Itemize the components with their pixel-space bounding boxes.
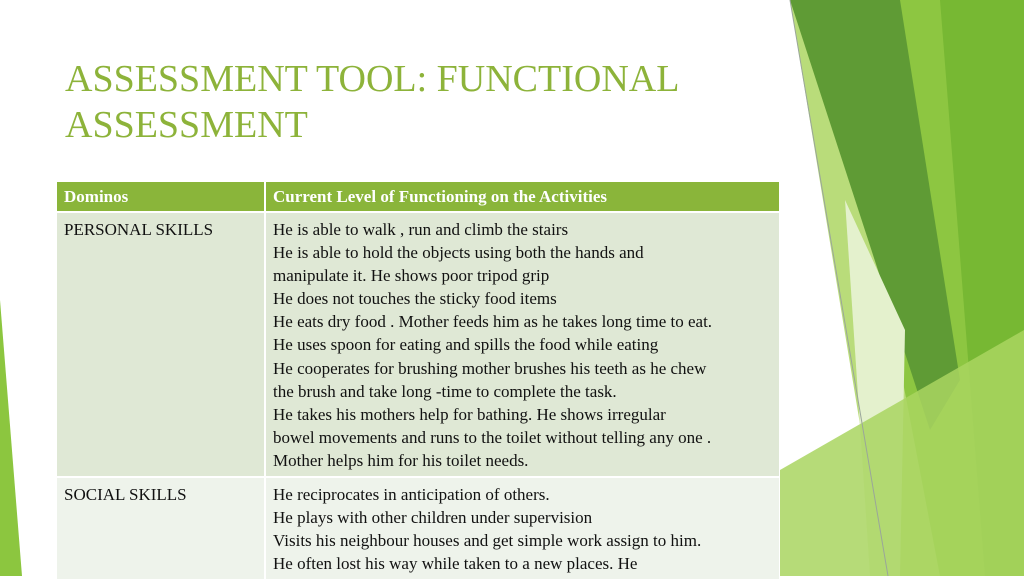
bottom-wedge (780, 330, 1024, 576)
right-dark-band (790, 0, 960, 430)
text-line: Visits his neighbour houses and get simple work assign to him. (273, 531, 702, 551)
right-mid-panel (830, 0, 1024, 576)
assessment-table (57, 182, 779, 579)
header-current-level: Current Level of Functioning on the Activities (265, 182, 779, 212)
title-line-2: ASSESSMENT (65, 104, 308, 146)
domain-cell: SOCIAL SKILLS (57, 477, 265, 579)
left-green-sliver (0, 300, 22, 576)
thin-diagonal-line (790, 0, 888, 576)
right-light-panel (790, 0, 1024, 576)
text-line: bowel movements and runs to the toilet without telling any one . (273, 427, 712, 447)
text-line: manipulate it. He shows poor tripod grip (273, 266, 550, 286)
text-line: Mother helps him for his toilet needs. (273, 450, 529, 470)
text-line: the brush and take long -time to complete the task. (273, 381, 617, 401)
text-line: He does not touches the sticky food items (273, 289, 557, 309)
table-row (57, 212, 779, 477)
text-line: He uses spoon for eating and spills the food while eating (273, 335, 659, 355)
right-pale-band (845, 200, 905, 576)
functioning-cell (265, 212, 779, 477)
table-header-row (57, 182, 779, 212)
right-bright-band (940, 0, 1024, 576)
domain-cell: PERSONAL SKILLS (57, 212, 265, 477)
text-line: He often lost his way while taken to a new places. He (273, 554, 638, 574)
text-line: He eats dry food . Mother feeds him as he takes long time to eat. (273, 312, 713, 332)
slide-title (65, 56, 765, 148)
functioning-cell (265, 477, 779, 579)
header-dominos: Dominos (57, 182, 265, 212)
text-line: He plays with other children under supervision (273, 508, 593, 528)
text-line: He takes his mothers help for bathing. He shows irregular (273, 404, 666, 424)
text-line: He cooperates for brushing mother brushes his teeth as he chew (273, 358, 707, 378)
table-row (57, 477, 779, 579)
text-line: He is able to hold the objects using both the hands and (273, 243, 644, 263)
text-line: He reciprocates in anticipation of others. (273, 485, 550, 505)
text-line: He is able to walk , run and climb the stairs (273, 220, 569, 239)
title-line-1: ASSESSMENT TOOL: FUNCTIONAL (65, 58, 680, 100)
